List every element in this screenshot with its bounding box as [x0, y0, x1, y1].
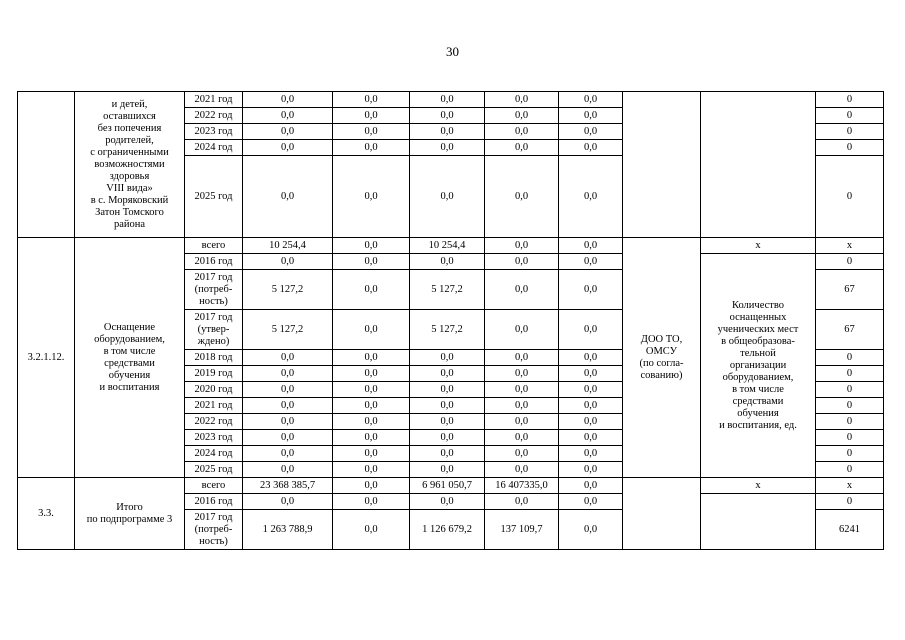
year-cell: 2023 год	[185, 430, 243, 446]
value-cell: 0,0	[559, 254, 623, 270]
target-value-cell: 0	[816, 92, 884, 108]
value-cell: 0,0	[410, 462, 485, 478]
year-cell: 2024 год	[185, 140, 243, 156]
value-cell: 0,0	[485, 156, 559, 238]
value-cell: 0,0	[410, 446, 485, 462]
value-cell: 5 127,2	[410, 310, 485, 350]
value-cell: 0,0	[333, 156, 410, 238]
value-cell: 0,0	[485, 366, 559, 382]
value-cell: 0,0	[485, 494, 559, 510]
year-cell: 2025 год	[185, 156, 243, 238]
value-cell: 0,0	[559, 124, 623, 140]
year-cell: 2016 год	[185, 494, 243, 510]
target-value-cell: 0	[816, 350, 884, 366]
value-cell: 0,0	[410, 108, 485, 124]
value-cell: 0,0	[485, 382, 559, 398]
value-cell: 0,0	[559, 92, 623, 108]
value-cell: 0,0	[333, 430, 410, 446]
value-cell: 0,0	[333, 108, 410, 124]
target-value-cell: 0	[816, 108, 884, 124]
indicator-cell: Количество оснащенных ученических мест в общеобразова- тельной организации оборудованием, в том числе средствами обучения и воспитания, ед.	[701, 254, 816, 478]
executor-cell: ДОО ТО, ОМСУ (по согла- сованию)	[623, 238, 701, 478]
year-cell: 2017 год (утвер- ждено)	[185, 310, 243, 350]
value-cell: 0,0	[485, 310, 559, 350]
value-cell: 0,0	[243, 446, 333, 462]
value-cell: 0,0	[485, 414, 559, 430]
value-cell: 0,0	[333, 310, 410, 350]
target-value-cell: 67	[816, 310, 884, 350]
value-cell: 0,0	[410, 382, 485, 398]
item-name: и детей, оставшихся без попечения родителей, с ограниченными возможностями здоровья VIII вида» в с. Моряковский Затон Томского района	[75, 92, 185, 238]
value-cell: 5 127,2	[243, 310, 333, 350]
value-cell: 0,0	[333, 350, 410, 366]
target-value-cell: 0	[816, 398, 884, 414]
value-cell: 0,0	[333, 270, 410, 310]
year-cell: 2017 год (потреб- ность)	[185, 270, 243, 310]
value-cell: 0,0	[410, 398, 485, 414]
value-cell: 0,0	[559, 414, 623, 430]
value-cell: 0,0	[410, 140, 485, 156]
value-cell: 0,0	[559, 350, 623, 366]
year-cell: 2025 год	[185, 462, 243, 478]
value-cell: 137 109,7	[485, 510, 559, 550]
value-cell: 0,0	[243, 350, 333, 366]
value-cell: 0,0	[410, 92, 485, 108]
value-cell: 0,0	[243, 382, 333, 398]
value-cell: 0,0	[559, 430, 623, 446]
value-cell: 0,0	[333, 92, 410, 108]
indicator-cell	[701, 494, 816, 550]
value-cell: 5 127,2	[243, 270, 333, 310]
value-cell: 0,0	[559, 494, 623, 510]
value-cell: 0,0	[243, 156, 333, 238]
year-cell: 2024 год	[185, 446, 243, 462]
value-cell: 0,0	[333, 124, 410, 140]
value-cell: 0,0	[243, 108, 333, 124]
table-row	[18, 238, 884, 254]
value-cell: 16 407335,0	[485, 478, 559, 494]
year-cell: 2023 год	[185, 124, 243, 140]
target-value-cell: 0	[816, 494, 884, 510]
value-cell: 0,0	[559, 366, 623, 382]
value-cell: 0,0	[559, 382, 623, 398]
target-value-cell: 0	[816, 414, 884, 430]
target-value-cell: 0	[816, 156, 884, 238]
value-cell: 0,0	[559, 478, 623, 494]
item-name: Оснащение оборудованием, в том числе средствами обучения и воспитания	[75, 238, 185, 478]
table-row	[18, 478, 884, 494]
value-cell: 0,0	[333, 382, 410, 398]
target-value-cell: 0	[816, 462, 884, 478]
value-cell: 0,0	[243, 92, 333, 108]
year-cell: 2021 год	[185, 398, 243, 414]
year-cell: 2017 год (потреб- ность)	[185, 510, 243, 550]
value-cell: 0,0	[333, 254, 410, 270]
value-cell: 0,0	[410, 350, 485, 366]
item-code: 3.3.	[18, 478, 75, 550]
value-cell: 6 961 050,7	[410, 478, 485, 494]
value-cell: 23 368 385,7	[243, 478, 333, 494]
value-cell: 0,0	[559, 108, 623, 124]
target-value-cell: 0	[816, 430, 884, 446]
value-cell: 0,0	[243, 462, 333, 478]
value-cell: 0,0	[333, 414, 410, 430]
value-cell: 5 127,2	[410, 270, 485, 310]
value-cell: 0,0	[559, 156, 623, 238]
value-cell: 0,0	[410, 414, 485, 430]
value-cell: 10 254,4	[410, 238, 485, 254]
value-cell: 0,0	[485, 350, 559, 366]
value-cell: 0,0	[559, 398, 623, 414]
indicator-cell: x	[701, 478, 816, 494]
value-cell: 1 263 788,9	[243, 510, 333, 550]
year-cell: 2021 год	[185, 92, 243, 108]
target-value-cell: 0	[816, 140, 884, 156]
target-value-cell: 67	[816, 270, 884, 310]
value-cell: 0,0	[333, 462, 410, 478]
value-cell: 0,0	[410, 494, 485, 510]
item-code: 3.2.1.12.	[18, 238, 75, 478]
value-cell: 0,0	[243, 254, 333, 270]
value-cell: 0,0	[333, 478, 410, 494]
target-value-cell: 6241	[816, 510, 884, 550]
target-value-cell: 0	[816, 446, 884, 462]
value-cell: 0,0	[485, 398, 559, 414]
program-table	[17, 91, 884, 550]
value-cell: 10 254,4	[243, 238, 333, 254]
value-cell: 0,0	[410, 430, 485, 446]
value-cell: 0,0	[559, 446, 623, 462]
table-row	[18, 92, 884, 108]
value-cell: 0,0	[410, 254, 485, 270]
value-cell: 0,0	[485, 108, 559, 124]
value-cell: 0,0	[243, 124, 333, 140]
value-cell: 0,0	[485, 254, 559, 270]
value-cell: 0,0	[559, 310, 623, 350]
value-cell: 0,0	[333, 238, 410, 254]
page-number: 30	[446, 44, 459, 59]
indicator-cell: x	[701, 238, 816, 254]
value-cell: 0,0	[485, 430, 559, 446]
value-cell: 0,0	[410, 156, 485, 238]
value-cell: 0,0	[485, 140, 559, 156]
executor-cell	[623, 92, 701, 238]
value-cell: 0,0	[333, 140, 410, 156]
year-cell: 2016 год	[185, 254, 243, 270]
value-cell: 1 126 679,2	[410, 510, 485, 550]
year-cell: 2019 год	[185, 366, 243, 382]
value-cell: 0,0	[243, 430, 333, 446]
target-value-cell: x	[816, 478, 884, 494]
target-value-cell: 0	[816, 366, 884, 382]
value-cell: 0,0	[559, 462, 623, 478]
value-cell: 0,0	[243, 366, 333, 382]
value-cell: 0,0	[333, 398, 410, 414]
indicator-cell	[701, 92, 816, 238]
target-value-cell: 0	[816, 382, 884, 398]
year-cell: всего	[185, 478, 243, 494]
value-cell: 0,0	[333, 494, 410, 510]
value-cell: 0,0	[410, 124, 485, 140]
value-cell: 0,0	[559, 510, 623, 550]
year-cell: 2018 год	[185, 350, 243, 366]
value-cell: 0,0	[333, 446, 410, 462]
target-value-cell: 0	[816, 254, 884, 270]
value-cell: 0,0	[243, 140, 333, 156]
executor-cell	[623, 478, 701, 550]
value-cell: 0,0	[485, 92, 559, 108]
target-value-cell: 0	[816, 124, 884, 140]
year-cell: всего	[185, 238, 243, 254]
value-cell: 0,0	[485, 238, 559, 254]
value-cell: 0,0	[333, 366, 410, 382]
value-cell: 0,0	[410, 366, 485, 382]
year-cell: 2020 год	[185, 382, 243, 398]
value-cell: 0,0	[485, 446, 559, 462]
value-cell: 0,0	[333, 510, 410, 550]
year-cell: 2022 год	[185, 108, 243, 124]
value-cell: 0,0	[243, 494, 333, 510]
item-code	[18, 92, 75, 238]
value-cell: 0,0	[559, 238, 623, 254]
target-value-cell: x	[816, 238, 884, 254]
value-cell: 0,0	[243, 398, 333, 414]
item-name: Итого по подпрограмме 3	[75, 478, 185, 550]
value-cell: 0,0	[485, 462, 559, 478]
value-cell: 0,0	[485, 124, 559, 140]
value-cell: 0,0	[559, 140, 623, 156]
value-cell: 0,0	[243, 414, 333, 430]
year-cell: 2022 год	[185, 414, 243, 430]
value-cell: 0,0	[559, 270, 623, 310]
value-cell: 0,0	[485, 270, 559, 310]
